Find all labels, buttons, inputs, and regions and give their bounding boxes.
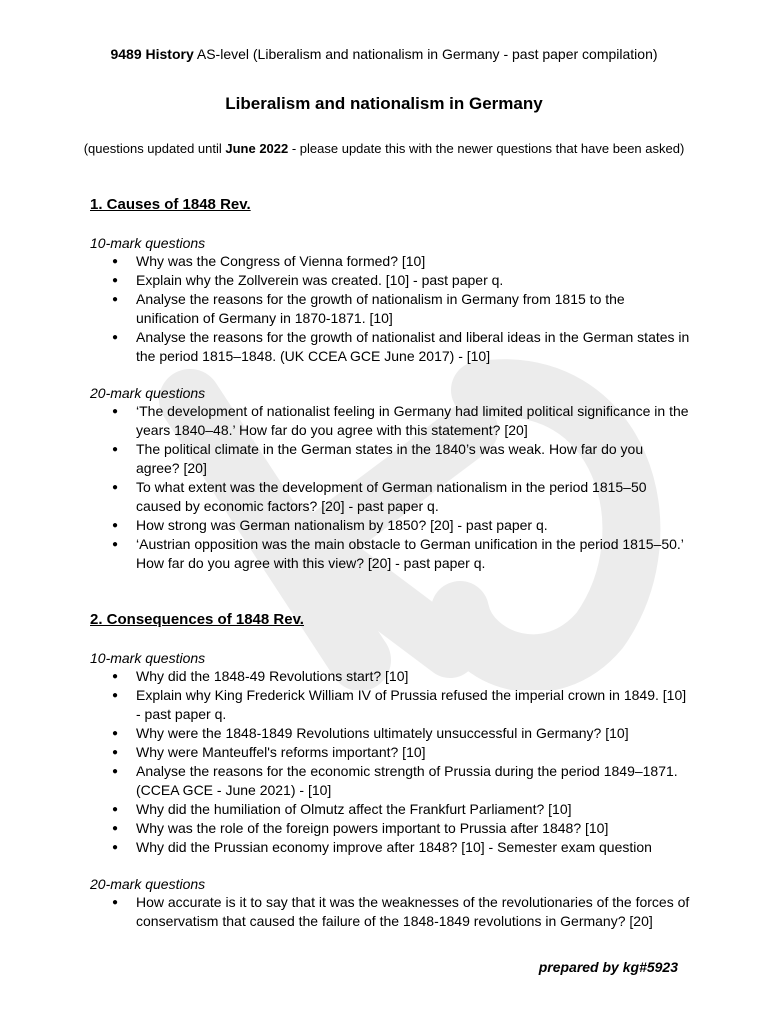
list-item: ● Why was the Congress of Vienna formed? [10] [90, 252, 690, 271]
list-item: ● To what extent was the development of German nationalism in the period 1815–50 caused by economic factors? [20] - past paper q. [90, 478, 690, 516]
list-item: ● Analyse the reasons for the growth of nationalism in Germany from 1815 to the unification of Germany in 1870-1871. [10] [90, 290, 690, 328]
list-item: ● ‘Austrian opposition was the main obstacle to German unification in the period 1815–50.’ How far do you agree with this view? [20] - past paper q. [90, 535, 690, 573]
list-item: ● Explain why the Zollverein was created. [10] - past paper q. [90, 271, 690, 290]
list-item: ● The political climate in the German states in the 1840’s was weak. How far do you agree? [20] [90, 440, 690, 478]
list-item: ● Analyse the reasons for the economic strength of Prussia during the period 1849–1871. (CCEA GCE - June 2021) - [10] [90, 762, 690, 800]
list-item: ● ‘The development of nationalist feeling in Germany had limited political significance in the years 1840–48.’ How far do you agree with this statement? [20] [90, 402, 690, 440]
update-note [0, 140, 768, 157]
page-title: Liberalism and nationalism in Germany [225, 94, 543, 113]
update-note-date: June 2022 [225, 141, 289, 156]
question-list-causes-20 [90, 402, 690, 573]
list-item: ● Why were Manteuffel's reforms important? [10] [90, 743, 690, 762]
header-course-code: 9489 History [110, 46, 194, 62]
question-type-label: 20-mark questions [90, 876, 206, 892]
list-item: ● Why was the role of the foreign powers important to Prussia after 1848? [10] [90, 819, 690, 838]
question-list-causes-10 [90, 252, 690, 366]
question-type-label: 10-mark questions [90, 650, 206, 666]
section-title-consequences: 2. Consequences of 1848 Rev. [90, 611, 304, 628]
question-list-consequences-10 [90, 667, 690, 857]
list-item: ● How accurate is it to say that it was the weaknesses of the revolutionaries of the forces of conservatism that caused the failure of the 1848-1849 revolutions in Germany? [20] [90, 893, 690, 931]
list-item: ● Why were the 1848-1849 Revolutions ultimately unsuccessful in Germany? [10] [90, 724, 690, 743]
list-item: ● Analyse the reasons for the growth of nationalist and liberal ideas in the German states in the period 1815–1848. (UK CCEA GCE June 2017) - [10] [90, 328, 690, 366]
list-item: ● How strong was German nationalism by 1850? [20] - past paper q. [90, 516, 690, 535]
list-item: ● Why did the Prussian economy improve after 1848? [10] - Semester exam question [90, 838, 690, 857]
list-item: ● Explain why King Frederick William IV of Prussia refused the imperial crown in 1849. [10] - past paper q. [90, 686, 690, 724]
author-credit: prepared by kg#5923 [538, 959, 678, 975]
update-note-suffix: - please update this with the newer questions that have been asked) [288, 141, 685, 156]
list-item: ● Why did the humiliation of Olmutz affect the Frankfurt Parliament? [10] [90, 800, 690, 819]
update-note-prefix: (questions updated until [83, 141, 226, 156]
document-header [0, 45, 768, 63]
section-title-causes: 1. Causes of 1848 Rev. [90, 196, 251, 213]
header-description: AS-level (Liberalism and nationalism in Germany - past paper compilation) [193, 46, 658, 62]
question-type-label: 20-mark questions [90, 385, 206, 401]
list-item: ● Why did the 1848-49 Revolutions start? [10] [90, 667, 690, 686]
question-type-label: 10-mark questions [90, 235, 206, 251]
question-list-consequences-20 [90, 893, 690, 931]
